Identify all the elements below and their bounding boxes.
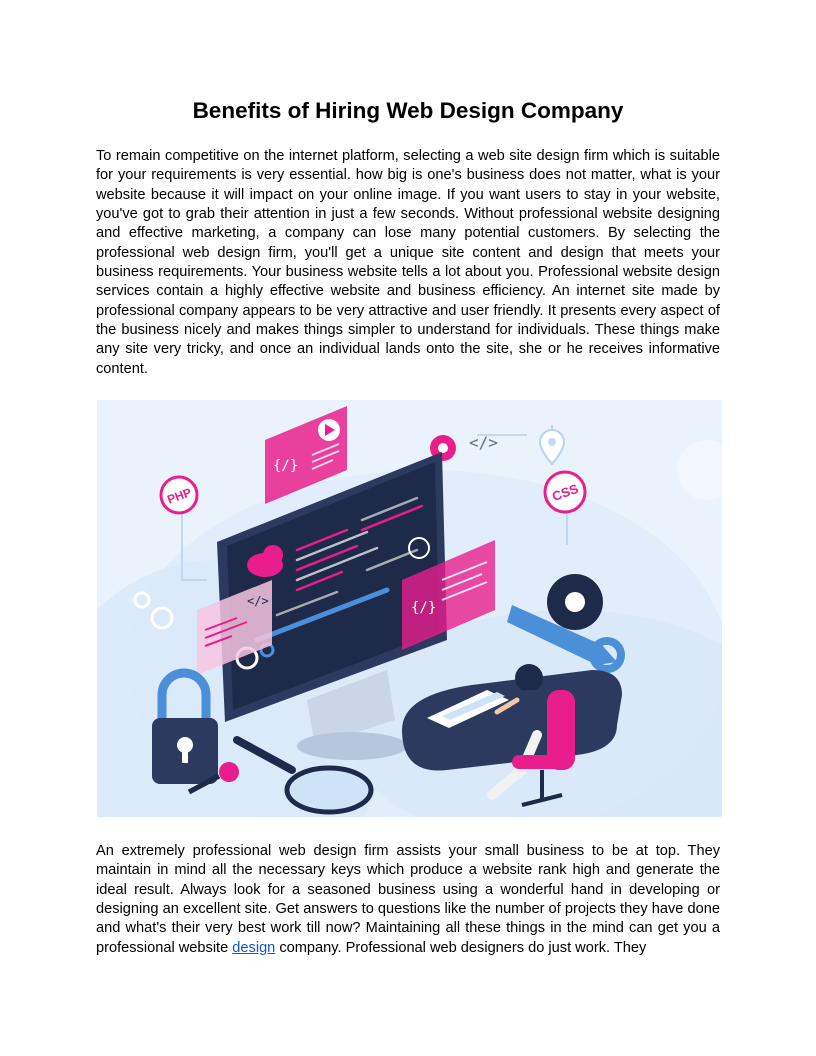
web-design-illustration: [97, 400, 722, 817]
svg-text:</>: </>: [247, 594, 269, 608]
document-title: Benefits of Hiring Web Design Company: [192, 98, 624, 123]
code-tag-top: </>: [469, 433, 498, 452]
svg-text:PHP: PHP: [165, 485, 194, 507]
php-badge: [161, 477, 197, 513]
paragraph-intro: To remain competitive on the internet platform, selecting a web site design firm which is suitable for your requirements is very essential. how big is one's business does not matter, what is your website because it will impact on your online image. If you want users to stay in your website, you've got to grab their attention in just a few seconds. Without professional website designing and effective marketing, a company can lose many potential customers. By selecting the professional web design firm, you'll get a unique site content and design that meets your business requirements. Your business website tells a lot about you. Professional website design services contain a highly effective website and business efficiency. An internet site made by professional company appears to be very attractive and user friendly. It presents every aspect of the business nicely and makes things simpler to understand for individuals. These things make any site very tricky, and once an individual lands onto the site, she or he receives informative content.: [96, 148, 720, 377]
svg-text:{/}: {/}: [411, 600, 437, 616]
design-link[interactable]: design: [232, 939, 276, 956]
paragraph-hiring: [96, 842, 720, 958]
css-badge: [545, 472, 585, 512]
svg-text:{/}: {/}: [273, 458, 299, 474]
paragraph-hiring-text-b: company. Professional web designers do just work. They: [275, 939, 647, 956]
illustration-svg: [97, 400, 722, 817]
paragraph-hiring-text-a: An extremely professional web design firm assists your small business to be at top. They maintain in mind all the necessary keys which produce a website rank high and generate the ideal result. Always look for a seasoned business using a wonderful hand in developing or designing an excellent site. Get answers to questions like the number of projects they have done and what's their very best work till now? Maintaining all these things in the mind can get you a professional website: [96, 843, 720, 956]
svg-text:CSS: CSS: [550, 480, 581, 505]
